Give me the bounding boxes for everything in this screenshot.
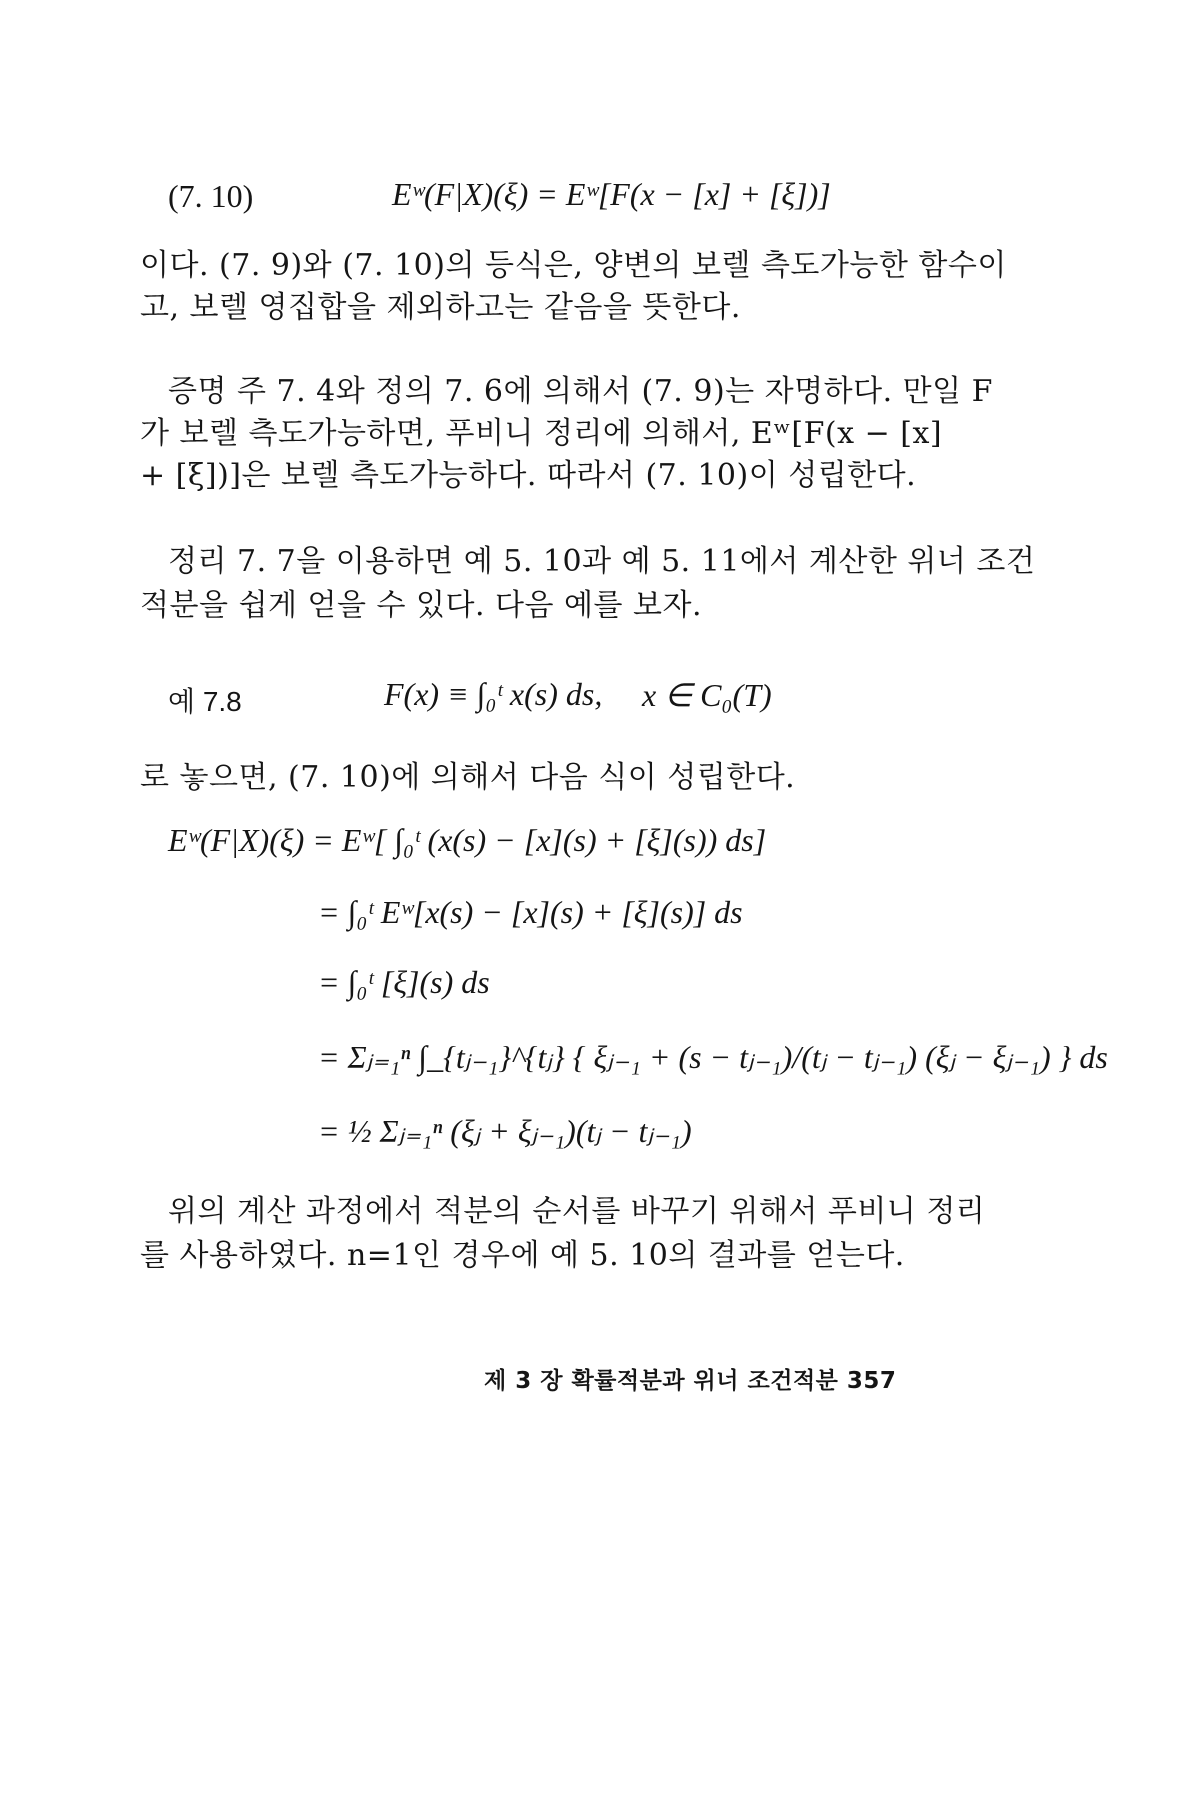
paragraph-1-line-1: 이다. (7. 9)와 (7. 10)의 등식은, 양변의 보렐 측도가능한 함수이 [140, 248, 1007, 283]
proof-line-1: 증명 주 7. 4와 정의 7. 6에 의해서 (7. 9)는 자명하다. 만일 F [168, 374, 993, 409]
page-footer: 제 3 장 확률적분과 위너 조건적분 357 [484, 1368, 897, 1394]
paragraph-2-line-2: 적분을 쉽게 얻을 수 있다. 다음 예를 보자. [140, 588, 703, 623]
derivation-line-1: Eʷ(F|X)(ξ) = Eʷ[ ∫₀ᵗ (x(s) − [x](s) + [ξ](s)) ds] [168, 822, 767, 858]
example-label: 예 7.8 [168, 686, 242, 717]
proof-line-2: 가 보렐 측도가능하면, 푸비니 정리에 의해서, Eʷ[F(x − [x] [140, 416, 943, 451]
derivation-line-2: = ∫₀ᵗ Eʷ[x(s) − [x](s) + [ξ](s)] ds [318, 894, 743, 930]
paragraph-4-line-1: 위의 계산 과정에서 적분의 순서를 바꾸기 위해서 푸비니 정리 [168, 1194, 986, 1229]
derivation-line-5: = ½ Σⱼ₌₁ⁿ (ξⱼ + ξⱼ₋₁)(tⱼ − tⱼ₋₁) [318, 1113, 692, 1149]
equation-number: (7. 10) [168, 178, 254, 214]
paragraph-4-line-2: 를 사용하였다. n=1인 경우에 예 5. 10의 결과를 얻는다. [140, 1238, 905, 1273]
derivation-line-3: = ∫₀ᵗ [ξ](s) ds [318, 964, 490, 1000]
proof-line-3: + [ξ])]은 보렐 측도가능하다. 따라서 (7. 10)이 성립한다. [140, 458, 917, 493]
paragraph-1-line-2: 고, 보렐 영집합을 제외하고는 같음을 뜻한다. [140, 290, 741, 325]
example-formula: F(x) ≡ ∫₀ᵗ x(s) ds, [384, 676, 603, 712]
derivation-line-4: = Σⱼ₌₁ⁿ ∫_{tⱼ₋₁}^{tⱼ} { ξⱼ₋₁ + (s − tⱼ₋₁)/(tⱼ − tⱼ₋₁) (ξⱼ − ξⱼ₋₁) } ds [318, 1039, 1108, 1075]
equation-7-10: Eʷ(F|X)(ξ) = Eʷ[F(x − [x] + [ξ])] [392, 176, 831, 212]
paragraph-3-line-1: 로 놓으면, (7. 10)에 의해서 다음 식이 성립한다. [140, 760, 796, 795]
paragraph-2-line-1: 정리 7. 7을 이용하면 예 5. 10과 예 5. 11에서 계산한 위너 조건 [168, 544, 1036, 579]
example-domain: x ∈ C₀(T) [642, 677, 772, 713]
